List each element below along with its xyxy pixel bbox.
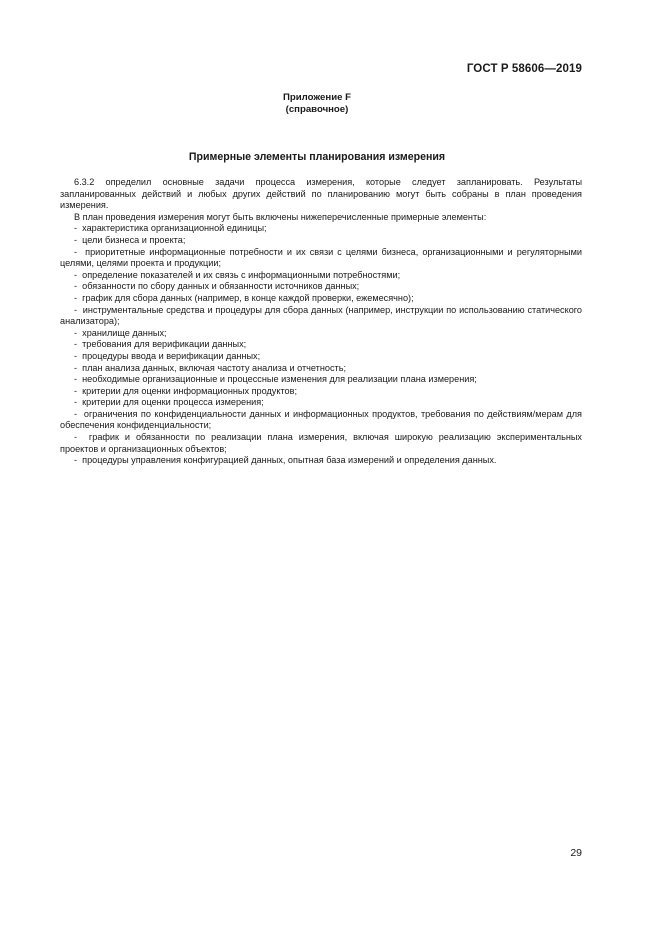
list-item-text: требования для верификации данных; xyxy=(82,339,247,350)
list-item xyxy=(60,247,582,270)
section-title: Примерные элементы планирования измерения xyxy=(188,151,446,163)
list-item xyxy=(60,328,582,340)
list-bullet: - xyxy=(74,234,78,245)
list-bullet: - xyxy=(74,304,78,315)
list-item-text: цели бизнеса и проекта; xyxy=(82,234,186,245)
list-bullet: - xyxy=(74,455,78,466)
list-item-text: процедуры ввода и верификации данных; xyxy=(82,350,261,361)
list-item xyxy=(60,386,582,398)
list-bullet: - xyxy=(74,223,78,234)
list-item xyxy=(60,305,582,328)
list-item xyxy=(60,432,582,455)
list-item xyxy=(60,235,582,247)
list-item xyxy=(60,281,582,293)
list-bullet: - xyxy=(74,397,78,408)
list-bullet: - xyxy=(74,432,78,443)
list-bullet: - xyxy=(74,246,78,257)
appendix-heading xyxy=(0,92,634,116)
list-item xyxy=(60,363,582,375)
page-number: 29 xyxy=(570,847,582,859)
list-bullet: - xyxy=(74,339,78,350)
list-item-text: инструментальные средства и процедуры для сбора данных (например, инструкции по использованию статического анализатора); xyxy=(60,304,582,327)
list-bullet: - xyxy=(74,281,78,292)
list-item xyxy=(60,270,582,282)
list-bullet: - xyxy=(74,374,78,385)
appendix-subtitle: (справочное) xyxy=(285,104,349,115)
list-bullet: - xyxy=(74,408,78,419)
list-item-text: график и обязанности по реализации плана измерения, включая широкую реализацию экспериментальных проектов и организационных объектов; xyxy=(60,432,582,454)
list-item xyxy=(60,409,582,432)
list-item-text: критерии для оценки информационных продуктов; xyxy=(82,385,297,396)
list-item-text: определение показателей и их связь с информационными потребностями; xyxy=(82,269,401,280)
list-bullet: - xyxy=(74,350,78,361)
list-item-text: ограничения по конфиденциальности данных и информационных продуктов, требования по действиям/мерам для обеспечения конфиденциальности; xyxy=(60,408,582,431)
list-item-text: необходимые организационные и процессные изменения для реализации плана измерения; xyxy=(82,374,477,385)
list-item-text: план анализа данных, включая частоту анализа и отчетность; xyxy=(82,362,346,373)
list-bullet: - xyxy=(74,292,78,303)
elements-list xyxy=(60,223,582,466)
list-item xyxy=(60,397,582,409)
document-body xyxy=(60,177,582,467)
list-bullet: - xyxy=(74,385,78,396)
list-item xyxy=(60,293,582,305)
list-item-text: характеристика организационной единицы; xyxy=(82,223,267,234)
list-item xyxy=(60,351,582,363)
appendix-title: Приложение F xyxy=(283,92,351,103)
intro-paragraph: 6.3.2 определил основные задачи процесса измерения, которые следует запланировать. Результаты запланированных действий и любых других действий по планированию могут быть собраны в план проведения измерения. xyxy=(60,177,582,211)
list-item xyxy=(60,339,582,351)
list-item xyxy=(60,374,582,386)
standard-number: ГОСТ Р 58606—2019 xyxy=(466,63,582,75)
list-item xyxy=(60,223,582,235)
list-bullet: - xyxy=(74,327,78,338)
list-item-text: хранилище данных; xyxy=(82,327,167,338)
list-item-text: график для сбора данных (например, в конце каждой проверки, ежемесячно); xyxy=(82,292,414,303)
list-item-text: обязанности по сбору данных и обязанности источников данных; xyxy=(82,281,360,292)
list-bullet: - xyxy=(74,362,78,373)
list-intro-paragraph: В план проведения измерения могут быть включены нижеперечисленные примерные элементы: xyxy=(74,211,487,222)
list-bullet: - xyxy=(74,269,78,280)
list-item-text: критерии для оценки процесса измерения; xyxy=(82,397,264,408)
list-item-text: приоритетные информационные потребности и их связи с целями бизнеса, организационными и регуляторными целями, целями проекта и продукции; xyxy=(60,246,582,269)
list-item-text: процедуры управления конфигурацией данных, опытная база измерений и определения данных. xyxy=(82,455,497,466)
list-item xyxy=(60,455,582,467)
